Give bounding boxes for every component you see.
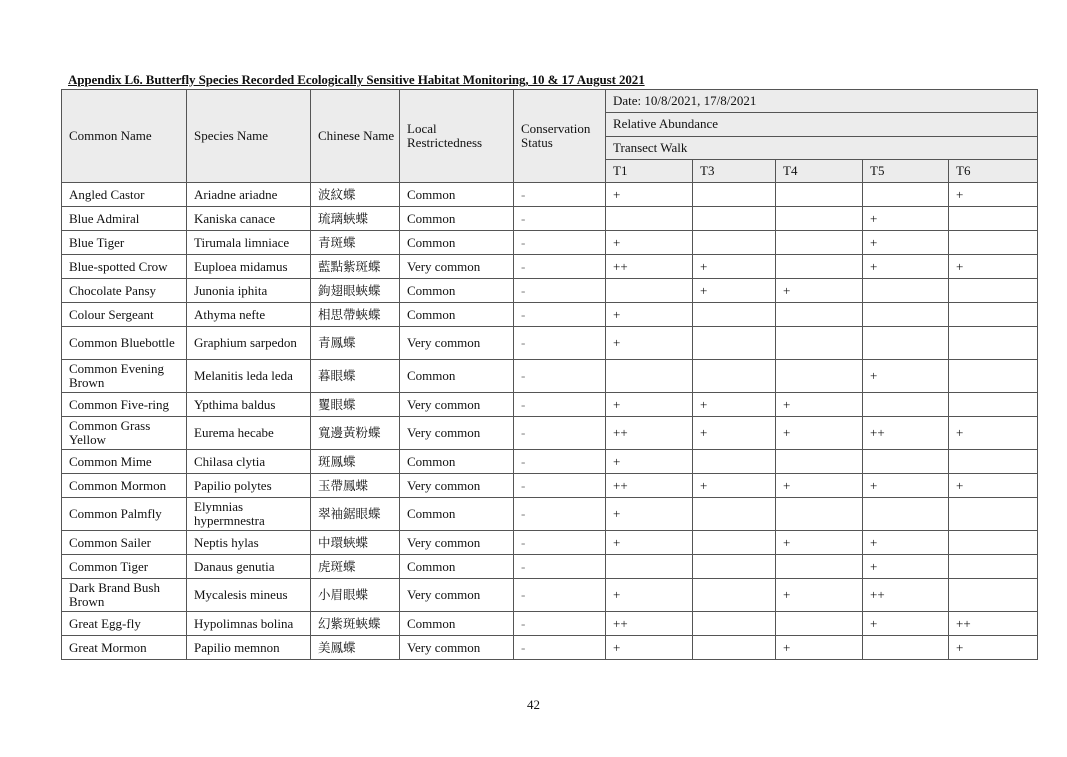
table-row bbox=[62, 183, 1038, 207]
cell-conservation-status: - bbox=[514, 231, 606, 255]
cell-abundance-t5: + bbox=[863, 555, 949, 579]
cell-common-name: Common Palmfly bbox=[62, 498, 187, 531]
table-row bbox=[62, 498, 1038, 531]
cell-conservation-status: - bbox=[514, 417, 606, 450]
header-transect-t3: T3 bbox=[693, 159, 776, 182]
cell-abundance-t5: + bbox=[863, 360, 949, 393]
cell-conservation-status: - bbox=[514, 360, 606, 393]
cell-abundance-t4: + bbox=[776, 279, 863, 303]
cell-conservation-status: - bbox=[514, 579, 606, 612]
cell-species-name: Hypolimnas bolina bbox=[187, 612, 311, 636]
cell-abundance-t5 bbox=[863, 393, 949, 417]
cell-chinese-name: 斑鳳蝶 bbox=[311, 450, 400, 474]
cell-abundance-t3 bbox=[693, 579, 776, 612]
cell-chinese-name: 波紋蝶 bbox=[311, 183, 400, 207]
cell-abundance-t4 bbox=[776, 231, 863, 255]
cell-common-name: Common Mormon bbox=[62, 474, 187, 498]
table-header bbox=[62, 90, 1038, 183]
header-transect-t4: T4 bbox=[776, 159, 863, 182]
cell-abundance-t6: ++ bbox=[949, 612, 1038, 636]
cell-local-restrictedness: Common bbox=[400, 555, 514, 579]
cell-local-restrictedness: Very common bbox=[400, 579, 514, 612]
cell-abundance-t1 bbox=[606, 279, 693, 303]
cell-abundance-t1: + bbox=[606, 231, 693, 255]
header-date: Date: 10/8/2021, 17/8/2021 bbox=[606, 90, 1038, 113]
header-transect-t5: T5 bbox=[863, 159, 949, 182]
cell-abundance-t6 bbox=[949, 579, 1038, 612]
cell-local-restrictedness: Common bbox=[400, 450, 514, 474]
header-common-name: Common Name bbox=[62, 90, 187, 183]
cell-abundance-t1: + bbox=[606, 303, 693, 327]
cell-abundance-t1: + bbox=[606, 579, 693, 612]
cell-abundance-t1: + bbox=[606, 450, 693, 474]
cell-conservation-status: - bbox=[514, 555, 606, 579]
table-row bbox=[62, 327, 1038, 360]
cell-conservation-status: - bbox=[514, 498, 606, 531]
cell-abundance-t6 bbox=[949, 555, 1038, 579]
table-row bbox=[62, 279, 1038, 303]
table-caption: Appendix L6. Butterfly Species Recorded Ecologically Sensitive Habitat Monitoring, 10 & 17 August 2021 bbox=[68, 72, 645, 87]
cell-common-name: Common Tiger bbox=[62, 555, 187, 579]
cell-abundance-t5 bbox=[863, 303, 949, 327]
cell-abundance-t5: + bbox=[863, 231, 949, 255]
cell-local-restrictedness: Very common bbox=[400, 255, 514, 279]
cell-abundance-t3: + bbox=[693, 393, 776, 417]
cell-common-name: Blue Tiger bbox=[62, 231, 187, 255]
cell-local-restrictedness: Very common bbox=[400, 531, 514, 555]
cell-abundance-t4: + bbox=[776, 531, 863, 555]
cell-chinese-name: 藍點紫斑蝶 bbox=[311, 255, 400, 279]
cell-abundance-t3 bbox=[693, 555, 776, 579]
cell-abundance-t1: + bbox=[606, 498, 693, 531]
cell-abundance-t4 bbox=[776, 498, 863, 531]
cell-abundance-t3 bbox=[693, 498, 776, 531]
cell-abundance-t6 bbox=[949, 360, 1038, 393]
cell-local-restrictedness: Common bbox=[400, 303, 514, 327]
cell-common-name: Common Grass Yellow bbox=[62, 417, 187, 450]
cell-abundance-t5: ++ bbox=[863, 417, 949, 450]
cell-abundance-t5 bbox=[863, 636, 949, 660]
cell-abundance-t3 bbox=[693, 612, 776, 636]
cell-species-name: Papilio memnon bbox=[187, 636, 311, 660]
cell-chinese-name: 青斑蝶 bbox=[311, 231, 400, 255]
table-row bbox=[62, 303, 1038, 327]
cell-abundance-t6 bbox=[949, 231, 1038, 255]
table-row bbox=[62, 393, 1038, 417]
cell-common-name: Chocolate Pansy bbox=[62, 279, 187, 303]
cell-abundance-t1: ++ bbox=[606, 474, 693, 498]
cell-abundance-t1: + bbox=[606, 531, 693, 555]
cell-abundance-t4: + bbox=[776, 393, 863, 417]
cell-conservation-status: - bbox=[514, 474, 606, 498]
cell-chinese-name: 暮眼蝶 bbox=[311, 360, 400, 393]
cell-abundance-t3: + bbox=[693, 255, 776, 279]
cell-abundance-t6: + bbox=[949, 183, 1038, 207]
cell-chinese-name: 翠袖鋸眼蝶 bbox=[311, 498, 400, 531]
cell-chinese-name: 中環蛺蝶 bbox=[311, 531, 400, 555]
cell-abundance-t3 bbox=[693, 183, 776, 207]
cell-common-name: Common Five-ring bbox=[62, 393, 187, 417]
cell-abundance-t6 bbox=[949, 531, 1038, 555]
table-row bbox=[62, 417, 1038, 450]
cell-species-name: Chilasa clytia bbox=[187, 450, 311, 474]
cell-common-name: Common Evening Brown bbox=[62, 360, 187, 393]
cell-abundance-t3 bbox=[693, 360, 776, 393]
cell-common-name: Dark Brand Bush Brown bbox=[62, 579, 187, 612]
cell-abundance-t5 bbox=[863, 450, 949, 474]
cell-abundance-t4 bbox=[776, 303, 863, 327]
cell-local-restrictedness: Very common bbox=[400, 474, 514, 498]
cell-species-name: Ypthima baldus bbox=[187, 393, 311, 417]
cell-local-restrictedness: Very common bbox=[400, 327, 514, 360]
header-relative-abundance: Relative Abundance bbox=[606, 113, 1038, 136]
cell-species-name: Euploea midamus bbox=[187, 255, 311, 279]
table-row bbox=[62, 474, 1038, 498]
header-local-restrictedness: Local Restrictedness bbox=[400, 90, 514, 183]
cell-chinese-name: 幻紫斑蛺蝶 bbox=[311, 612, 400, 636]
table-row bbox=[62, 450, 1038, 474]
cell-local-restrictedness: Very common bbox=[400, 636, 514, 660]
cell-abundance-t4: + bbox=[776, 417, 863, 450]
cell-abundance-t4 bbox=[776, 327, 863, 360]
cell-abundance-t6: + bbox=[949, 255, 1038, 279]
cell-abundance-t4 bbox=[776, 255, 863, 279]
cell-abundance-t4 bbox=[776, 450, 863, 474]
cell-conservation-status: - bbox=[514, 612, 606, 636]
cell-local-restrictedness: Common bbox=[400, 207, 514, 231]
cell-chinese-name: 鉤翅眼蛺蝶 bbox=[311, 279, 400, 303]
cell-conservation-status: - bbox=[514, 450, 606, 474]
cell-abundance-t4 bbox=[776, 183, 863, 207]
cell-abundance-t6 bbox=[949, 327, 1038, 360]
cell-abundance-t6: + bbox=[949, 636, 1038, 660]
cell-common-name: Blue-spotted Crow bbox=[62, 255, 187, 279]
cell-conservation-status: - bbox=[514, 531, 606, 555]
cell-common-name: Colour Sergeant bbox=[62, 303, 187, 327]
cell-local-restrictedness: Common bbox=[400, 231, 514, 255]
cell-common-name: Great Egg-fly bbox=[62, 612, 187, 636]
butterfly-species-table bbox=[61, 89, 1038, 660]
cell-abundance-t3: + bbox=[693, 474, 776, 498]
cell-abundance-t6: + bbox=[949, 417, 1038, 450]
cell-abundance-t1: + bbox=[606, 636, 693, 660]
cell-abundance-t5 bbox=[863, 498, 949, 531]
cell-chinese-name: 美鳳蝶 bbox=[311, 636, 400, 660]
cell-chinese-name: 琉璃蛺蝶 bbox=[311, 207, 400, 231]
table-row bbox=[62, 636, 1038, 660]
cell-local-restrictedness: Common bbox=[400, 498, 514, 531]
cell-abundance-t4 bbox=[776, 612, 863, 636]
cell-chinese-name: 小眉眼蝶 bbox=[311, 579, 400, 612]
cell-abundance-t6: + bbox=[949, 474, 1038, 498]
header-chinese-name: Chinese Name bbox=[311, 90, 400, 183]
table-row bbox=[62, 555, 1038, 579]
cell-species-name: Athyma nefte bbox=[187, 303, 311, 327]
cell-common-name: Common Mime bbox=[62, 450, 187, 474]
cell-common-name: Common Sailer bbox=[62, 531, 187, 555]
cell-abundance-t4: + bbox=[776, 636, 863, 660]
cell-abundance-t5 bbox=[863, 327, 949, 360]
cell-chinese-name: 虎斑蝶 bbox=[311, 555, 400, 579]
header-transect-t1: T1 bbox=[606, 159, 693, 182]
table-row bbox=[62, 579, 1038, 612]
cell-abundance-t4: + bbox=[776, 474, 863, 498]
cell-local-restrictedness: Common bbox=[400, 360, 514, 393]
cell-abundance-t5 bbox=[863, 183, 949, 207]
cell-abundance-t1: ++ bbox=[606, 255, 693, 279]
cell-abundance-t5: + bbox=[863, 612, 949, 636]
table-row bbox=[62, 531, 1038, 555]
cell-chinese-name: 寬邊黃粉蝶 bbox=[311, 417, 400, 450]
cell-abundance-t5 bbox=[863, 279, 949, 303]
cell-abundance-t1 bbox=[606, 207, 693, 231]
header-species-name: Species Name bbox=[187, 90, 311, 183]
cell-abundance-t5: + bbox=[863, 207, 949, 231]
cell-abundance-t4 bbox=[776, 360, 863, 393]
cell-local-restrictedness: Common bbox=[400, 612, 514, 636]
cell-species-name: Mycalesis mineus bbox=[187, 579, 311, 612]
table-row bbox=[62, 207, 1038, 231]
cell-common-name: Blue Admiral bbox=[62, 207, 187, 231]
cell-conservation-status: - bbox=[514, 279, 606, 303]
cell-abundance-t1: + bbox=[606, 327, 693, 360]
cell-abundance-t5: + bbox=[863, 531, 949, 555]
cell-abundance-t3 bbox=[693, 207, 776, 231]
cell-chinese-name: 相思帶蛺蝶 bbox=[311, 303, 400, 327]
cell-abundance-t3 bbox=[693, 231, 776, 255]
cell-abundance-t1: + bbox=[606, 183, 693, 207]
cell-conservation-status: - bbox=[514, 303, 606, 327]
cell-chinese-name: 青鳳蝶 bbox=[311, 327, 400, 360]
cell-abundance-t6 bbox=[949, 498, 1038, 531]
cell-conservation-status: - bbox=[514, 207, 606, 231]
cell-conservation-status: - bbox=[514, 327, 606, 360]
cell-abundance-t6 bbox=[949, 207, 1038, 231]
cell-abundance-t6 bbox=[949, 450, 1038, 474]
cell-abundance-t5: + bbox=[863, 255, 949, 279]
cell-species-name: Graphium sarpedon bbox=[187, 327, 311, 360]
cell-local-restrictedness: Common bbox=[400, 279, 514, 303]
cell-abundance-t6 bbox=[949, 279, 1038, 303]
cell-species-name: Kaniska canace bbox=[187, 207, 311, 231]
table-row bbox=[62, 231, 1038, 255]
cell-common-name: Common Bluebottle bbox=[62, 327, 187, 360]
header-transect-t6: T6 bbox=[949, 159, 1038, 182]
cell-abundance-t3 bbox=[693, 636, 776, 660]
table-row bbox=[62, 612, 1038, 636]
cell-abundance-t3 bbox=[693, 327, 776, 360]
header-transect-walk: Transect Walk bbox=[606, 136, 1038, 159]
cell-abundance-t1 bbox=[606, 360, 693, 393]
cell-abundance-t1: ++ bbox=[606, 612, 693, 636]
cell-abundance-t1 bbox=[606, 555, 693, 579]
table-body bbox=[62, 183, 1038, 660]
cell-abundance-t4 bbox=[776, 207, 863, 231]
cell-common-name: Great Mormon bbox=[62, 636, 187, 660]
cell-local-restrictedness: Very common bbox=[400, 417, 514, 450]
cell-species-name: Eurema hecabe bbox=[187, 417, 311, 450]
cell-abundance-t3: + bbox=[693, 417, 776, 450]
cell-abundance-t3 bbox=[693, 303, 776, 327]
cell-chinese-name: 矍眼蝶 bbox=[311, 393, 400, 417]
cell-abundance-t4 bbox=[776, 555, 863, 579]
cell-common-name: Angled Castor bbox=[62, 183, 187, 207]
cell-species-name: Danaus genutia bbox=[187, 555, 311, 579]
cell-species-name: Tirumala limniace bbox=[187, 231, 311, 255]
cell-abundance-t1: ++ bbox=[606, 417, 693, 450]
cell-species-name: Ariadne ariadne bbox=[187, 183, 311, 207]
cell-conservation-status: - bbox=[514, 636, 606, 660]
cell-conservation-status: - bbox=[514, 183, 606, 207]
cell-abundance-t5: ++ bbox=[863, 579, 949, 612]
cell-species-name: Junonia iphita bbox=[187, 279, 311, 303]
cell-abundance-t4: + bbox=[776, 579, 863, 612]
cell-abundance-t3 bbox=[693, 531, 776, 555]
cell-abundance-t3: + bbox=[693, 279, 776, 303]
cell-conservation-status: - bbox=[514, 255, 606, 279]
cell-species-name: Elymnias hypermnestra bbox=[187, 498, 311, 531]
cell-abundance-t1: + bbox=[606, 393, 693, 417]
cell-abundance-t6 bbox=[949, 303, 1038, 327]
table-row bbox=[62, 255, 1038, 279]
page-number: 42 bbox=[527, 697, 540, 712]
cell-abundance-t3 bbox=[693, 450, 776, 474]
cell-conservation-status: - bbox=[514, 393, 606, 417]
cell-abundance-t6 bbox=[949, 393, 1038, 417]
header-conservation-status: Conservation Status bbox=[514, 90, 606, 183]
cell-species-name: Papilio polytes bbox=[187, 474, 311, 498]
cell-species-name: Melanitis leda leda bbox=[187, 360, 311, 393]
cell-local-restrictedness: Common bbox=[400, 183, 514, 207]
cell-local-restrictedness: Very common bbox=[400, 393, 514, 417]
cell-chinese-name: 玉帶鳳蝶 bbox=[311, 474, 400, 498]
cell-species-name: Neptis hylas bbox=[187, 531, 311, 555]
table-row bbox=[62, 360, 1038, 393]
cell-abundance-t5: + bbox=[863, 474, 949, 498]
